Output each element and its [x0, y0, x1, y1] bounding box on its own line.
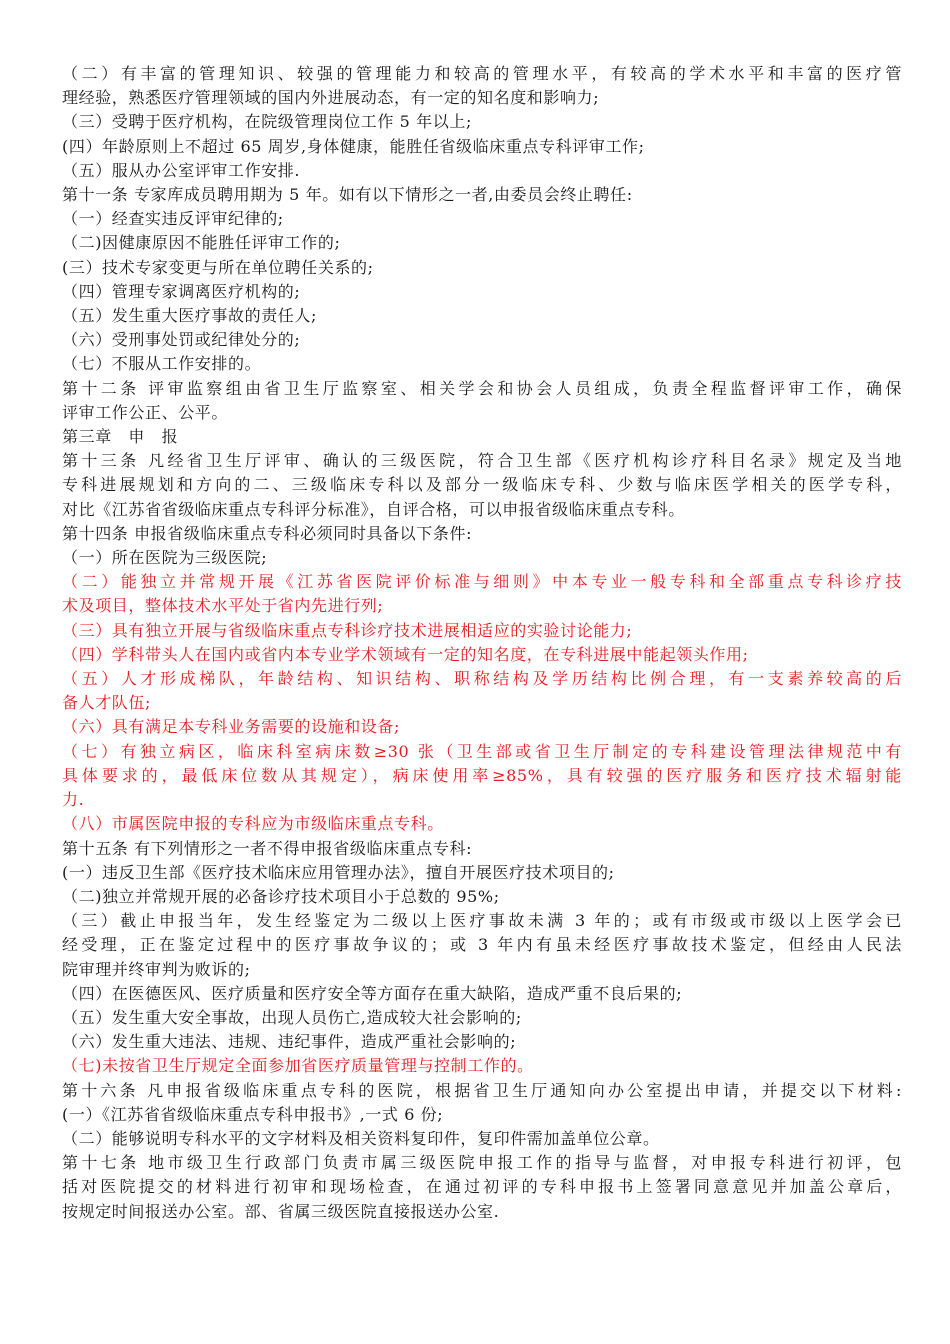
text-line: (一）《江苏省省级临床重点专科申报书》,一式 6 份;	[62, 1104, 444, 1124]
text-line: 第三章 申 报	[62, 427, 179, 447]
text-line: 力.	[62, 790, 85, 810]
text-line: （七)未按省卫生厅规定全面参加省医疗质量管理与控制工作的。	[62, 1056, 534, 1076]
text-line: (三）技术专家变更与所在单位聘任关系的;	[62, 257, 374, 277]
text-line: （二)独立并常规开展的必备诊疗技术项目小于总数的 95%;	[62, 886, 500, 906]
text-line: （四）学科带头人在国内或省内本专业学术领域有一定的知名度，在专科进展中能起领头作用;	[62, 644, 749, 664]
text-line: 第十六条 凡申报省级临床重点专科的医院，根据省卫生厅通知向办公室提出申请，并提交以下材料:	[62, 1080, 902, 1100]
text-line: 括对医院提交的材料进行初审和现场检查，在通过初评的专科申报书上签署同意意见并加盖公章后，	[62, 1177, 902, 1197]
text-line: （八）市属医院申报的专科应为市级临床重点专科。	[62, 814, 444, 834]
text-line: （二）能独立并常规开展《江苏省医院评价标准与细则》中本专业一般专科和全部重点专科诊疗技	[62, 572, 902, 592]
text-line: 第十一条 专家库成员聘用期为 5 年。如有以下情形之一者,由委员会终止聘任:	[62, 185, 633, 205]
text-line: 第十三条 凡经省卫生厅评审、确认的三级医院，符合卫生部《医疗机构诊疗科目名录》规定及当地	[62, 451, 902, 471]
text-line: （二)因健康原因不能胜任评审工作的;	[62, 233, 341, 253]
text-line: （六）具有满足本专科业务需要的设施和设备;	[62, 717, 400, 737]
text-line: 对比《江苏省省级临床重点专科评分标准》，自评合格，可以申报省级临床重点专科。	[62, 499, 685, 519]
text-line: 院审理并终审判为败诉的;	[62, 959, 251, 979]
text-line: 第十二条 评审监察组由省卫生厅监察室、相关学会和协会人员组成，负责全程监督评审工作，确保	[62, 378, 902, 398]
text-line: 经受理，正在鉴定过程中的医疗事故争议的；或 3 年内有虽未经医疗事故技术鉴定，但经由人民法	[62, 935, 902, 955]
text-line: 术及项目，整体技术水平处于省内先进行列;	[62, 596, 384, 616]
text-line: (一）违反卫生部《医疗技术临床应用管理办法》，擅自开展医疗技术项目的;	[62, 862, 615, 882]
text-line: （五）人才形成梯队，年龄结构、知识结构、职称结构及学历结构比例合理，有一支素养较高的后	[62, 669, 902, 689]
text-line: （一）经查实违反评审纪律的;	[62, 209, 284, 229]
text-line: (四）年龄原则上不超过 65 周岁,身体健康，能胜任省级临床重点专科评审工作;	[62, 136, 645, 156]
text-line: （四）在医德医风、医疗质量和医疗安全等方面存在重大缺陷，造成严重不良后果的;	[62, 983, 683, 1003]
text-line: （五）服从办公室评审工作安排.	[62, 160, 301, 180]
text-line: 专科进展规划和方向的二、三级临床专科以及部分一级临床专科、少数与临床医学相关的医学专科，	[62, 475, 902, 495]
text-line: （二）能够说明专科水平的文字材料及相关资料复印件，复印件需加盖单位公章。	[62, 1128, 660, 1148]
text-line: 评审工作公正、公平。	[62, 402, 229, 422]
text-line: 理经验，熟悉医疗管理领域的国内外进展动态，有一定的知名度和影响力;	[62, 88, 600, 108]
text-line: （三）具有独立开展与省级临床重点专科诊疗技术进展相适应的实验讨论能力;	[62, 620, 633, 640]
text-line: 第十五条 有下列情形之一者不得申报省级临床重点专科:	[62, 838, 473, 858]
text-line: （一）所在医院为三级医院;	[62, 548, 268, 568]
text-line: 按规定时间报送办公室。部、省属三级医院直接报送办公室.	[62, 1201, 500, 1221]
text-line: 具体要求的，最低床位数从其规定），病床使用率≥85%，具有较强的医疗服务和医疗技术辐射能	[62, 765, 902, 785]
text-line: （四）管理专家调离医疗机构的;	[62, 281, 301, 301]
document-page	[62, 62, 902, 1224]
text-line: 第十四条 申报省级临床重点专科必须同时具备以下条件:	[62, 523, 473, 543]
text-line: （五）发生重大医疗事故的责任人;	[62, 306, 317, 326]
text-line: （六）发生重大违法、违规、违纪事件，造成严重社会影响的;	[62, 1032, 517, 1052]
text-line: （二）有丰富的管理知识、较强的管理能力和较高的管理水平，有较高的学术水平和丰富的医疗管	[62, 64, 902, 83]
text-line: 备人才队伍;	[62, 693, 151, 713]
text-line: （三）受聘于医疗机构，在院级管理岗位工作 5 年以上;	[62, 112, 472, 132]
text-line: （七）不服从工作安排的。	[62, 354, 262, 374]
text-line: （七）有独立病区，临床科室病床数≥30 张（卫生部或省卫生厅制定的专科建设管理法律规范中有	[62, 741, 902, 761]
text-line: （三）截止申报当年，发生经鉴定为二级以上医疗事故未满 3 年的；或有市级或市级以上医学会已	[62, 911, 902, 931]
text-line: （六）受刑事处罚或纪律处分的;	[62, 330, 301, 350]
text-line: 第十七条 地市级卫生行政部门负责市属三级医院申报工作的指导与监督，对申报专科进行初评，包	[62, 1153, 902, 1173]
text-line: （五）发生重大安全事故，出现人员伤亡,造成较大社会影响的;	[62, 1007, 522, 1027]
